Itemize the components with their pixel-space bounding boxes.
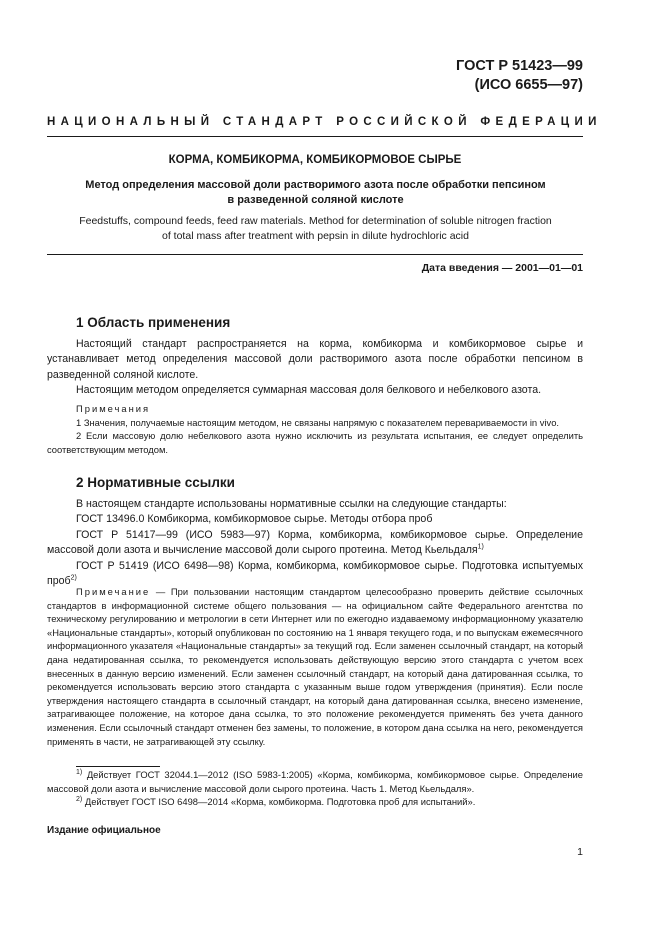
section-2-note bbox=[47, 585, 583, 748]
subtitle-line: в разведенной соляной кислоте bbox=[227, 194, 404, 206]
introduction-date: Дата введения — 2001—01—01 bbox=[421, 262, 583, 274]
footnote-mark: 1) bbox=[76, 768, 83, 776]
section-1-notes bbox=[47, 402, 583, 456]
document-title: КОРМА, КОМБИКОРМА, КОМБИКОРМОВОЕ СЫРЬЕ bbox=[168, 154, 462, 166]
reference: ГОСТ 13496.0 Комбикорма, комбикормовое сырье. Методы отбора проб bbox=[76, 513, 433, 526]
english-title-line: Feedstuffs, compound feeds, feed raw materials. Method for determination of soluble nitrogen fraction bbox=[79, 215, 552, 227]
standard-designation bbox=[456, 57, 583, 95]
edition-label: Издание официальное bbox=[47, 825, 161, 836]
section-2-body bbox=[47, 497, 583, 589]
footnote-ref: 2) bbox=[70, 574, 77, 582]
paragraph: В настоящем стандарте использованы нормативные ссылки на следующие стандарты: bbox=[76, 498, 507, 510]
document-subtitle bbox=[70, 178, 561, 208]
paragraph: Настоящий стандарт распространяется на корма, комбикорма и комбикормовое сырье и устанавливает метод определения массовой доли растворимого азота после обработки пепсином в разведенной соляной кислоте. bbox=[47, 338, 583, 381]
reference: ГОСТ Р 51419 (ИСО 6498—98) Корма, комбикорма, комбикормовое сырье. Подготовка испытуемых проб$^{2)}$ bbox=[47, 559, 583, 588]
top-divider bbox=[47, 136, 583, 137]
footnote-divider bbox=[76, 766, 160, 767]
paragraph: Настоящим методом определяется суммарная массовая доля белкового и небелкового азота. bbox=[76, 384, 542, 397]
footnote-text: Действует ГОСТ ISO 6498—2014 «Корма, комбикорма. Подготовка проб для испытаний». bbox=[82, 796, 476, 808]
footnote-mark: 2) bbox=[76, 796, 83, 804]
english-title bbox=[60, 214, 571, 244]
notes-label: Примечания bbox=[76, 403, 151, 414]
footnote-text: Действует ГОСТ 32044.1—2012 (ISO 5983-1:2005) «Корма, комбикорма, комбикормовое сырье. Определение массовой доли азота и вычисление массовой доли сырого протеина. Часть 1. Метод Кьельдаля». bbox=[47, 769, 583, 794]
note-label: Примечание bbox=[76, 586, 151, 597]
iso-number: (ИСО 6655—97) bbox=[474, 77, 583, 93]
reference: ГОСТ Р 51417—99 (ИСО 5983—97) Корма, комбикорма, комбикормовое сырье. Определение массовой доли азота и вычисление массовой доли сырого протеина. Метод Кьельдаля$^{1)}$ bbox=[47, 528, 583, 557]
section-2-heading: 2 Нормативные ссылки bbox=[76, 475, 235, 490]
footnotes bbox=[47, 768, 583, 809]
note-text: — При пользовании настоящим стандартом целесообразно проверить действие ссылочных стандартов в информационной системе общего пользования — на официальном сайте Федерального агентства по техническому регулированию и метрологии в сети Интернет или по ежегодно издаваемому информационному указателю «Национальные стандарты», который опубликован по состоянию на 1 января текущего года, и по выпускам ежемесячного информационного указателя «Национальные стандарты» за текущий год. Если заменен ссылочный стандарт, на который дана недатированная ссылка, то рекомендуется использовать действующую версию этого стандарта с учетом всех внесенных в данную версию изменений. Если заменен ссылочный стандарт, на который дана датированная ссылка, то рекомендуется использовать версию этого стандарта с указанным выше годом утверждения (принятия). Если после утверждения настоящего стандарта в ссылочный стандарт, на который дана датированная ссылка, внесено изменение, затрагивающее положение, на которое дана ссылка, то это положение рекомендуется применять без учета данного изменения. Если ссылочный стандарт отменен без замены, то положение, в котором дана ссылка на него, рекомендуется применять в части, не затрагивающей эту ссылку. bbox=[47, 586, 583, 747]
standard-number: ГОСТ Р 51423—99 bbox=[456, 58, 583, 74]
note: 1 Значения, получаемые настоящим методом, не связаны напрямую с показателем перевариваемости in vivo. bbox=[76, 416, 560, 428]
page-number: 1 bbox=[577, 846, 583, 858]
section-1-body bbox=[47, 337, 583, 399]
footnote-ref: 1) bbox=[477, 543, 484, 551]
title-divider bbox=[47, 254, 583, 255]
section-1-heading: 1 Область применения bbox=[76, 315, 231, 330]
subtitle-line: Метод определения массовой доли растворимого азота после обработки пепсином bbox=[85, 179, 546, 191]
national-standard-banner: НАЦИОНАЛЬНЫЙ СТАНДАРТ РОССИЙСКОЙ ФЕДЕРАЦИИ bbox=[47, 116, 602, 128]
note: 2 Если массовую долю небелкового азота нужно исключить из результата испытания, ее следует определить соответствующим методом. bbox=[47, 430, 583, 455]
english-title-line: of total mass after treatment with pepsin in dilute hydrochloric acid bbox=[162, 230, 469, 242]
